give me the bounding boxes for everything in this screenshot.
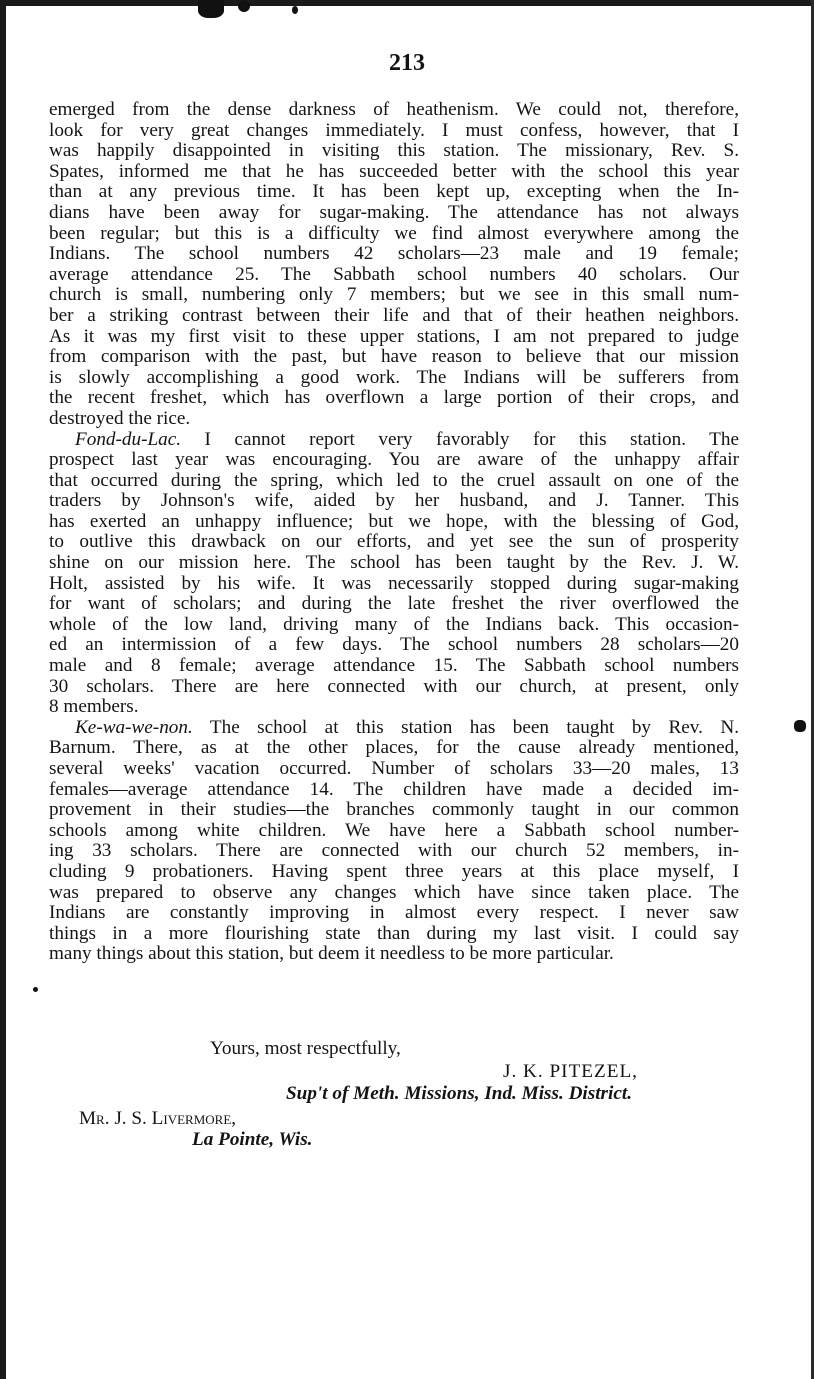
recipient-name: Mr. J. S. Livermore, — [79, 1108, 237, 1129]
text-line: As it was my first visit to these upper stations, I am not prepared to judge — [49, 325, 739, 347]
text-line: average attendance 25. The Sabbath school numbers 40 scholars. Our — [49, 263, 739, 285]
text-line-rest: I cannot report very favorably for this station. The — [181, 428, 739, 450]
text-line: ing 33 scholars. There are connected with our church 52 members, in- — [49, 840, 739, 862]
text-line: is slowly accomplishing a good work. The Indians will be sufferers from — [49, 366, 739, 388]
text-line: for want of scholars; and during the late freshet the river overflowed the — [49, 593, 739, 615]
text-line: was happily disappointed in visiting this station. The missionary, Rev. S. — [49, 140, 739, 162]
text-line: traders by Johnson's wife, aided by her husband, and J. Tanner. This — [49, 490, 739, 512]
text-line: Barnum. There, as at the other places, for the cause already mentioned, — [49, 737, 739, 759]
section-fond-du-lac-first-line — [49, 430, 739, 451]
text-line: Indians. The school numbers 42 scholars—23 male and 19 female; — [49, 243, 739, 265]
text-line: look for very great changes immediately. I must confess, however, that I — [49, 119, 739, 141]
text-line: many things about this station, but deem it needless to be more particular. — [49, 943, 614, 965]
text-line: been regular; but this is a difficulty we find almost everywhere among the — [49, 222, 739, 244]
text-line: church is small, numbering only 7 members; but we see in this small num- — [49, 284, 739, 306]
ink-mark — [292, 6, 298, 14]
text-line: shine on our mission here. The school has been taught by the Rev. J. W. — [49, 552, 739, 574]
signature-name: J. K. PITEZEL, — [503, 1061, 638, 1082]
closing-salutation: Yours, most respectfully, — [210, 1038, 401, 1059]
margin-arrow-mark — [794, 720, 806, 732]
text-line: ber a striking contrast between their life and that of their heathen neighbors. — [49, 304, 739, 326]
text-line: whole of the low land, driving many of the Indians back. This occasion- — [49, 613, 739, 635]
text-line: several weeks' vacation occurred. Number of scholars 33—20 males, 13 — [49, 758, 739, 779]
text-line: than at any previous time. It has been kept up, excepting when the In- — [49, 181, 739, 203]
section-heading-fond-du-lac: Fond-du-Lac. — [75, 428, 182, 450]
text-line: the recent freshet, which has overflown a large portion of their crops, and — [49, 387, 739, 409]
page-number: 213 — [389, 50, 425, 76]
recipient-place: La Pointe, Wis. — [192, 1129, 313, 1150]
text-line: 30 scholars. There are here connected with our church, at present, only — [49, 675, 739, 697]
page-edge-top — [0, 0, 814, 6]
signature-title: Sup't of Meth. Missions, Ind. Miss. District. — [286, 1083, 633, 1104]
ink-mark — [198, 0, 224, 18]
section-heading-ke-wa-we-non: Ke-wa-we-non. — [75, 716, 193, 738]
text-line: destroyed the rice. — [49, 407, 191, 429]
text-line: things in a more flourishing state than during my last visit. I could say — [49, 922, 739, 944]
text-line-rest: The school at this station has been taught by Rev. N. — [192, 716, 739, 738]
text-line: cluding 9 probationers. Having spent three years at this place myself, I — [49, 860, 739, 882]
text-line: Indians are constantly improving in almost every respect. I never saw — [49, 902, 739, 924]
text-line: to outlive this drawback on our efforts, and yet see the sun of prosperity — [49, 531, 739, 553]
text-line: ed an intermission of a few days. The school numbers 28 scholars—20 — [49, 634, 739, 656]
margin-dot-mark — [33, 987, 38, 992]
page-edge-left — [0, 0, 6, 1379]
text-line: emerged from the dense darkness of heathenism. We could not, therefore, — [49, 99, 739, 120]
text-line: prospect last year was encouraging. You are aware of the unhappy affair — [49, 449, 739, 471]
text-line: that occurred during the spring, which led to the cruel assault on one of the — [49, 469, 739, 491]
text-line: schools among white children. We have here a Sabbath school number- — [49, 819, 739, 841]
text-line: was prepared to observe any changes which have since taken place. The — [49, 881, 739, 903]
ink-mark — [238, 0, 250, 12]
text-line: from comparison with the past, but have reason to believe that our mission — [49, 346, 739, 368]
text-line: 8 members. — [49, 696, 139, 718]
text-line: dians have been away for sugar-making. The attendance has not always — [49, 201, 739, 223]
letter-body — [49, 100, 739, 965]
text-line: provement in their studies—the branches commonly taught in our common — [49, 799, 739, 821]
text-line: has exerted an unhappy influence; but we hope, with the blessing of God, — [49, 510, 739, 532]
text-line: females—average attendance 14. The children have made a decided im- — [49, 778, 739, 800]
text-line: male and 8 female; average attendance 15. The Sabbath school numbers — [49, 655, 739, 677]
section-ke-wa-we-non-first-line — [49, 718, 739, 739]
text-line: Spates, informed me that he has succeeded better with the school this year — [49, 160, 739, 182]
text-line: Holt, assisted by his wife. It was necessarily stopped during sugar-making — [49, 572, 739, 594]
